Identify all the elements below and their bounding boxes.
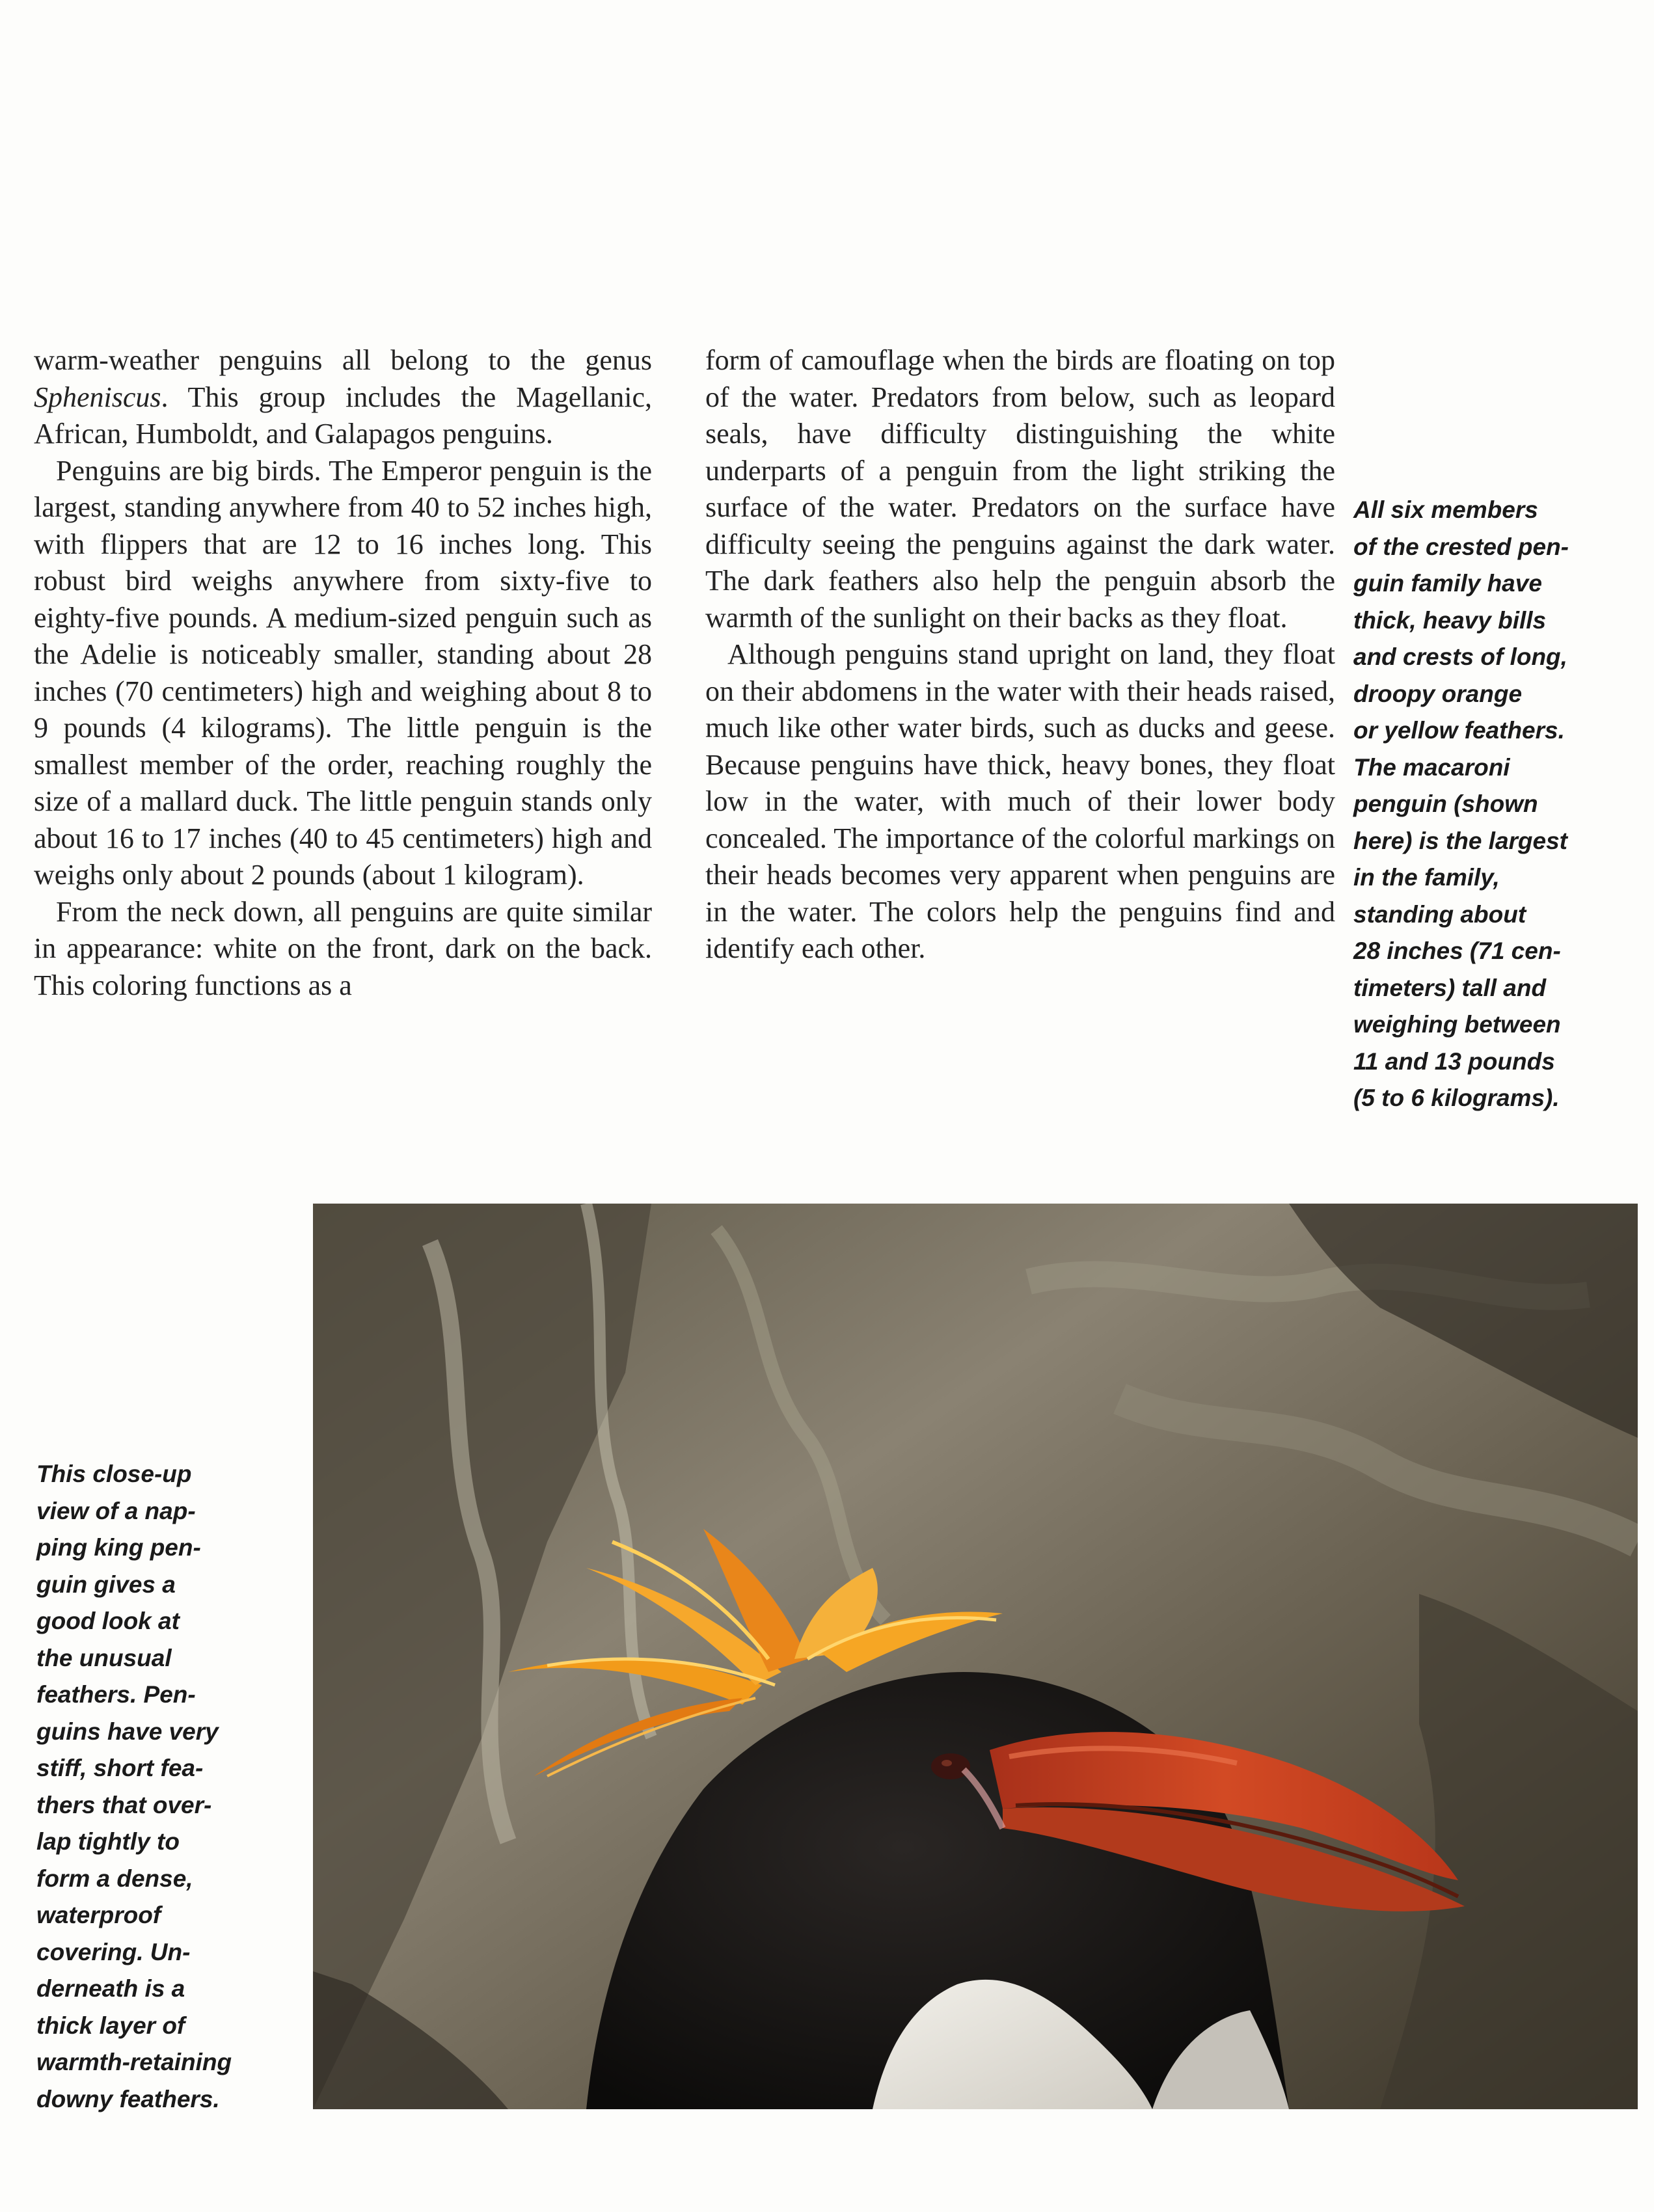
caption-line: The macaroni: [1353, 753, 1510, 781]
paragraph: From the neck down, all penguins are quite similar in appearance: white on the front, dark on the back. This coloring functions as a: [34, 895, 652, 1001]
penguin-photo-illustration: [313, 1204, 1638, 2109]
paragraph: [34, 342, 652, 453]
caption-line: or yellow feathers.: [1353, 717, 1565, 744]
paragraph: Penguins are big birds. The Emperor penguin is the largest, standing anywhere from 40 to 52 inches high, with flippers that are 12 to 16 inches long. This robust bird weighs anywhere from sixty-five to eighty-five pounds. A medium-sized penguin such as the Adelie is noticeably smaller, standing about 28 inches (70 centimeters) high and weighing about 8 to 9 pounds (4 kilograms). The little penguin is the smallest member of the order, reaching roughly the size of a mallard duck. The little penguin stands only about 16 to 17 inches (40 to 45 centimeters) high and weighs only about 2 pounds (about 1 kilogram).: [34, 454, 652, 891]
genus-name: Spheniscus: [34, 381, 161, 413]
caption-line: guin family have: [1353, 570, 1542, 597]
caption-line: lap tightly to: [36, 1828, 180, 1855]
caption-line: penguin (shown: [1353, 790, 1538, 817]
caption-line: 28 inches (71 cen-: [1353, 937, 1561, 964]
caption-line: covering. Un-: [36, 1938, 191, 1965]
caption-crested-penguin: [1353, 492, 1646, 1117]
caption-line: of the crested pen-: [1353, 533, 1569, 560]
paragraph-text: . This group includes the Magellanic, African, Humboldt, and Galapagos penguins.: [34, 381, 652, 450]
caption-line: in the family,: [1353, 864, 1500, 891]
caption-line: stiff, short fea-: [36, 1755, 204, 1781]
caption-line: feathers. Pen-: [36, 1681, 196, 1708]
caption-line: This close-up: [36, 1461, 192, 1487]
paragraph: Although penguins stand upright on land, they float on their abdomens in the water with their heads raised, much like other water birds, such as ducks and geese. Because penguins have thick, heavy bones, they float low in the water, with much of their lower body concealed. The importance of the colorful markings on their heads becomes very apparent when penguins are in the water. The colors help the penguins find and identify each other.: [705, 638, 1335, 964]
caption-line: 11 and 13 pounds: [1353, 1047, 1555, 1075]
caption-line: All six members: [1353, 496, 1538, 523]
caption-line: good look at: [36, 1608, 180, 1634]
caption-line: waterproof: [36, 1902, 161, 1928]
caption-line: and crests of long,: [1353, 643, 1567, 670]
caption-line: here) is the largest: [1353, 827, 1568, 854]
penguin-photo: [313, 1204, 1638, 2109]
caption-line: timeters) tall and: [1353, 974, 1547, 1001]
caption-line: standing about: [1353, 900, 1526, 928]
penguin-eye: [931, 1753, 970, 1779]
caption-line: guins have very: [36, 1718, 219, 1745]
paragraph: form of camouflage when the birds are floating on top of the water. Predators from below, such as leopard seals, have difficulty distinguishing the white underparts of a penguin from the light striking the surface of the water. Predators on the surface have difficulty seeing the penguins against the dark water. The dark feathers also help the penguin absorb the warmth of the sunlight on their backs as they float.: [705, 344, 1335, 634]
caption-line: derneath is a: [36, 1975, 185, 2002]
caption-line: droopy orange: [1353, 680, 1523, 707]
caption-line: downy feathers.: [36, 2085, 220, 2112]
caption-line: (5 to 6 kilograms).: [1353, 1085, 1560, 1111]
caption-line: thick layer of: [36, 2012, 185, 2039]
caption-line: ping king pen-: [36, 1534, 201, 1561]
caption-line: thers that over-: [36, 1791, 212, 1818]
caption-line: guin gives a: [36, 1571, 176, 1598]
body-text-middle-column: [705, 342, 1335, 967]
caption-line: thick, heavy bills: [1353, 606, 1547, 634]
caption-line: the unusual: [36, 1644, 172, 1671]
caption-feathers: [36, 1456, 310, 2118]
caption-line: form a dense,: [36, 1865, 193, 1892]
paragraph-text: warm-weather penguins all belong to the genus: [34, 344, 652, 376]
body-text-left-column: [34, 342, 652, 1004]
caption-line: weighing between: [1353, 1011, 1561, 1038]
caption-line: view of a nap-: [36, 1497, 196, 1524]
caption-line: warmth-retaining: [36, 2049, 232, 2075]
